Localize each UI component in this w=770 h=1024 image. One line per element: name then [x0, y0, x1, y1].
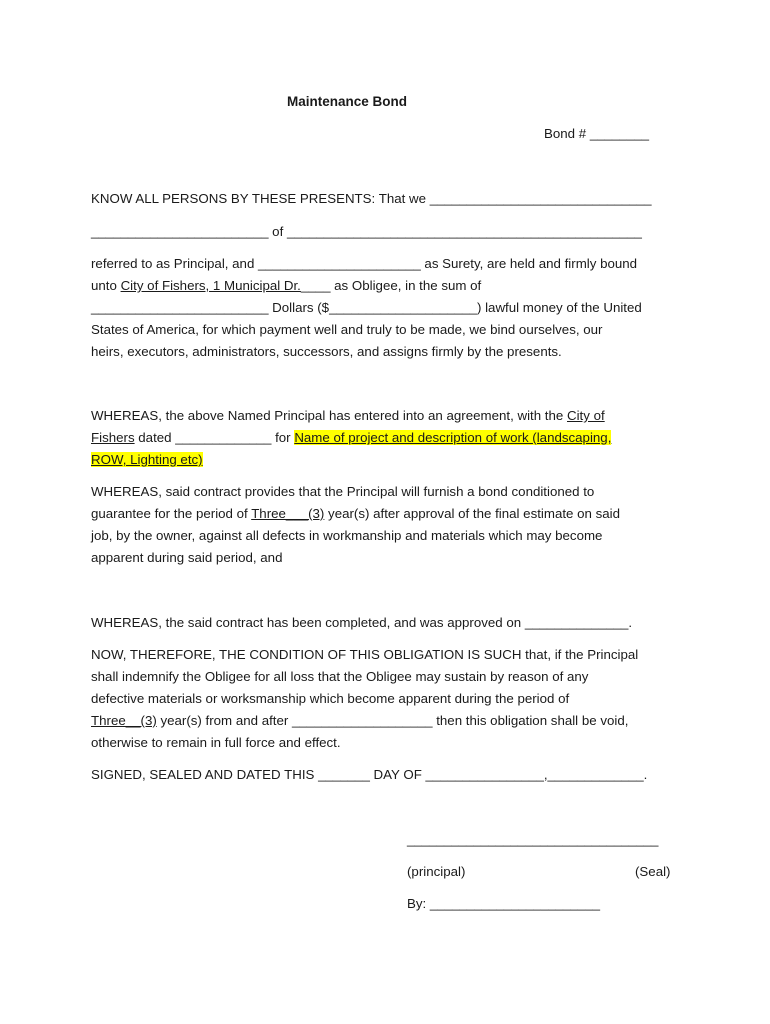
paragraph-principal-surety — [91, 253, 687, 363]
period-value: Three__(3) — [91, 713, 157, 728]
signature-line: __________________________________ — [407, 832, 659, 847]
city-link-text: Fishers — [91, 430, 135, 445]
text-line — [91, 275, 687, 297]
text-span: dated _____________ for — [134, 430, 295, 445]
paragraph-signed — [91, 764, 687, 786]
of-line: ________________________ of ________________________________________________ — [91, 224, 642, 239]
text-line — [91, 503, 687, 525]
text-line: referred to as Principal, and ______________________ as Surety, are held and firmly bound — [91, 256, 638, 271]
text-line: defective materials or worksmanship which become apparent during the period of — [91, 691, 570, 706]
paragraph-now-therefore — [91, 644, 687, 754]
city-link-text: City of — [567, 408, 605, 423]
document-title: Maintenance Bond — [287, 94, 408, 109]
highlighted-project-description: Name of project and description of work (landscaping, — [294, 430, 612, 445]
bond-number: Bond # ________ — [544, 126, 649, 141]
text-span: unto — [91, 278, 121, 293]
text-line: otherwise to remain in full force and effect. — [91, 735, 341, 750]
text-line — [91, 405, 687, 427]
paragraph-whereas-agreement — [91, 405, 687, 471]
text-line: WHEREAS, the said contract has been completed, and was approved on ______________. — [91, 615, 633, 630]
text-line: ________________________ Dollars ($____________________) lawful money of the United — [91, 300, 642, 315]
text-span: year(s) after approval of the final estimate on said — [324, 506, 620, 521]
paragraph-of — [91, 221, 687, 243]
text-line: SIGNED, SEALED AND DATED THIS _______ DAY OF ________________,_____________. — [91, 767, 648, 782]
text-span: WHEREAS, the above Named Principal has entered into an agreement, with the — [91, 408, 567, 423]
seal-label: (Seal) — [635, 864, 671, 879]
text-line: States of America, for which payment well and truly to be made, we bind ourselves, our — [91, 322, 603, 337]
paragraph-whereas-completed — [91, 612, 687, 634]
text-line: job, by the owner, against all defects in workmanship and materials which may become — [91, 528, 603, 543]
know-all-line: KNOW ALL PERSONS BY THESE PRESENTS: That we ______________________________ — [91, 191, 652, 206]
text-span: guarantee for the period of — [91, 506, 252, 521]
text-line: heirs, executors, administrators, successors, and assigns firmly by the presents. — [91, 344, 562, 359]
text-span: year(s) from and after ___________________ then this obligation shall be void, — [156, 713, 629, 728]
paragraph-know-all — [91, 188, 687, 210]
text-line: shall indemnify the Obligee for all loss that the Obligee may sustain by reason of any — [91, 669, 589, 684]
text-line: WHEREAS, said contract provides that the Principal will furnish a bond conditioned to — [91, 484, 595, 499]
text-line — [91, 449, 687, 471]
obligee-address: City of Fishers, 1 Municipal Dr. — [120, 278, 301, 293]
text-line: apparent during said period, and — [91, 550, 283, 565]
highlighted-project-description: ROW, Lighting etc) — [91, 452, 203, 467]
principal-label: (principal) — [407, 864, 466, 879]
by-signature-line: By: _______________________ — [407, 896, 600, 911]
text-line: NOW, THEREFORE, THE CONDITION OF THIS OBLIGATION IS SUCH that, if the Principal — [91, 647, 639, 662]
period-value: Three___(3) — [251, 506, 325, 521]
text-line — [91, 710, 687, 732]
paragraph-whereas-contract — [91, 481, 687, 569]
text-line — [91, 427, 687, 449]
text-span: ____ as Obligee, in the sum of — [300, 278, 482, 293]
